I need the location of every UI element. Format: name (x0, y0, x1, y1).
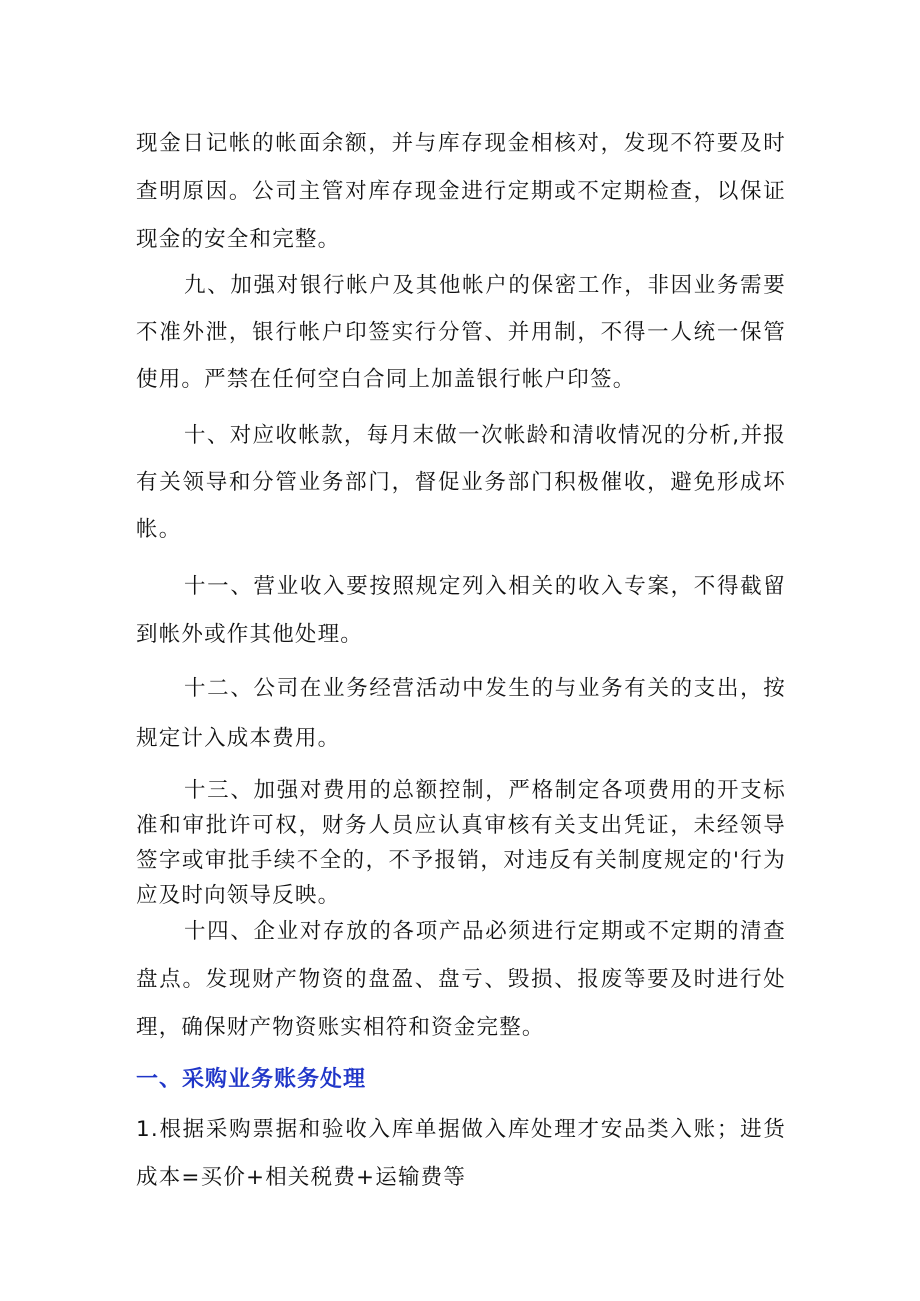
paragraph-13-expense-control: 十三、加强对费用的总额控制，严格制定各项费用的开支标准和审批许可权，财务人员应认真审核有关支出凭证，未经领导签字或审批手续不全的，不予报销，对违反有关制度规定的'行为应及时向领导反映。 (136, 778, 786, 908)
paragraph-14-inventory-check: 十四、企业对存放的各项产品必须进行定期或不定期的清查盘点。发现财产物资的盘盈、盘亏、毁损、报废等要及时进行处理，确保财产物资账实相符和资金完整。 (136, 919, 786, 1040)
paragraph-10-receivables: 十、对应收帐款，每月末做一次帐龄和清收情况的分析,并报有关领导和分管业务部门，督促业务部门积极催收，避免形成坏帐。 (136, 423, 786, 542)
paragraph-12-expenditure: 十二、公司在业务经营活动中发生的与业务有关的支出，按规定计入成本费用。 (136, 676, 786, 751)
paragraph-cash-journal: 现金日记帐的帐面余额，并与库存现金相核对，发现不符要及时查明原因。公司主管对库存现金进行定期或不定期检查，以保证现金的安全和完整。 (136, 131, 786, 252)
section-heading-purchasing: 一、采购业务账务处理 (136, 1067, 367, 1092)
paragraph-11-revenue: 十一、营业收入要按照规定列入相关的收入专案，不得截留到帐外或作其他处理。 (136, 574, 786, 647)
paragraph-9-bank-accounts: 九、加强对银行帐户及其他帐户的保密工作，非因业务需要不准外泄，银行帐户印签实行分管、并用制，不得一人统一保管使用。严禁在任何空白合同上加盖银行帐户印签。 (136, 273, 786, 392)
list-item-1-purchase-entry: 1.根据采购票据和验收入库单据做入库处理才安品类入账；进货成本=买价+相关税费+运输费等 (136, 1117, 786, 1190)
